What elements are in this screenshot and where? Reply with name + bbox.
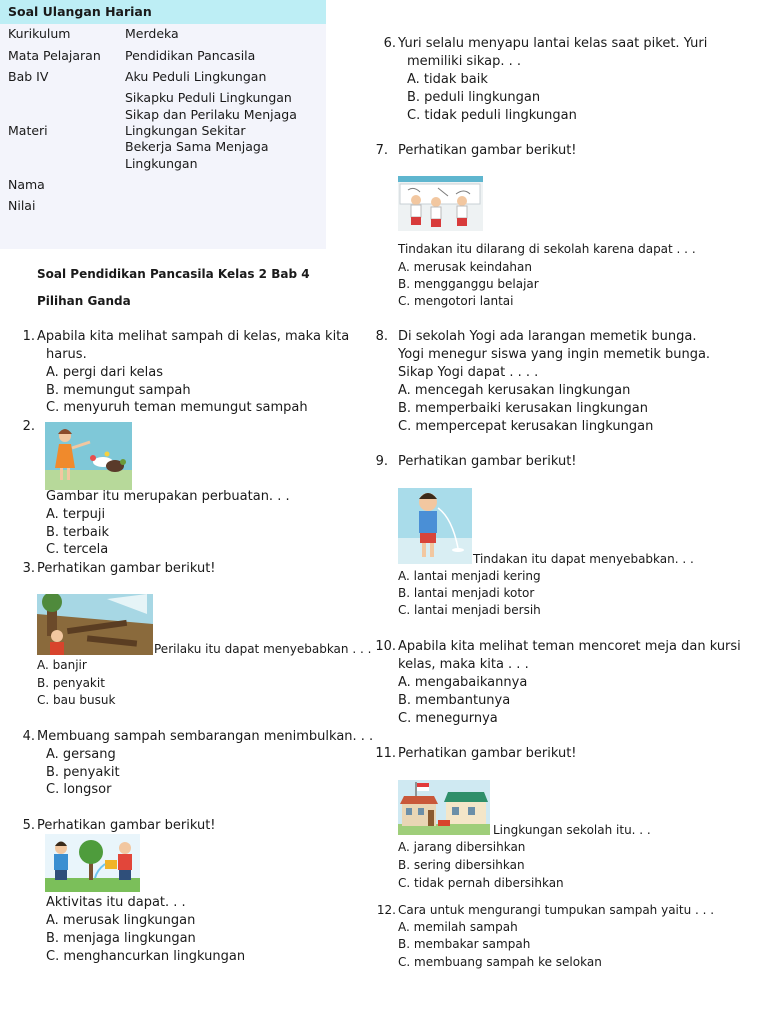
option-c: C. mengotori lantai [398,294,514,308]
option-a: A. memilah sampah [398,920,518,934]
question-text: kelas, maka kita . . . [398,657,529,672]
option-a: A. terpuji [46,507,106,522]
question-text: Gambar itu merupakan perbuatan. . . [46,489,290,504]
option-a: A. tidak baik [407,72,488,87]
option-a: A. merusak keindahan [398,260,532,274]
question-number: 12. [376,903,396,917]
question-number: 4. [22,729,35,744]
option-a: A. mencegah kerusakan lingkungan [398,383,631,398]
option-b: B. menjaga lingkungan [46,931,196,946]
option-c: C. mempercepat kerusakan lingkungan [398,419,654,434]
label-materi: Materi [8,123,48,138]
question-text: Yogi menegur siswa yang ingin memetik bunga. [398,347,711,362]
question-number: 6. [383,36,396,51]
value-materi-4: Bekerja Sama Menjaga [125,139,269,154]
value-materi-2: Sikap dan Perilaku Menjaga [125,107,297,122]
question-text: Di sekolah Yogi ada larangan memetik bunga. [398,329,697,344]
question-text: Perhatikan gambar berikut! [37,561,216,576]
option-c: C. tidak pernah dibersihkan [398,876,564,890]
option-c: C. membuang sampah ke selokan [398,955,602,969]
tree-planting-illustration [45,834,140,892]
question-text: Tindakan itu dapat menyebabkan. . . [473,552,694,566]
value-kurikulum: Merdeka [125,26,179,41]
value-mata-pelajaran: Pendidikan Pancasila [125,48,256,63]
label-mata-pelajaran: Mata Pelajaran [8,48,101,63]
question-text: Perhatikan gambar berikut! [37,818,216,833]
question-number: 2. [22,419,35,434]
option-b: B. membakar sampah [398,937,531,951]
option-b: B. peduli lingkungan [407,90,541,105]
option-c: C. tidak peduli lingkungan [407,108,577,123]
question-number: 1. [22,329,35,344]
option-b: B. terbaik [46,525,109,540]
question-text: Apabila kita melihat sampah di kelas, maka kita [37,329,350,344]
value-bab: Aku Peduli Lingkungan [125,69,267,84]
label-nilai: Nilai [8,198,36,213]
info-table-header [0,0,326,24]
option-c: C. bau busuk [37,693,116,707]
option-b: B. penyakit [37,676,105,690]
option-b: B. memperbaiki kerusakan lingkungan [398,401,649,416]
question-text: Yuri selalu menyapu lantai kelas saat piket. Yuri [398,36,708,51]
question-text: Perhatikan gambar berikut! [398,746,577,761]
option-c: C. longsor [46,782,112,797]
option-a: A. merusak lingkungan [46,913,196,928]
option-b: B. mengganggu belajar [398,277,539,291]
option-a: A. jarang dibersihkan [398,840,526,854]
option-c: C. menegurnya [398,711,498,726]
option-a: A. mengabaikannya [398,675,528,690]
option-c: C. tercela [46,542,109,557]
option-a: A. banjir [37,658,87,672]
boy-spitting-illustration [398,488,472,564]
option-b: B. sering dibersihkan [398,858,525,872]
school-building-illustration [398,780,490,835]
classroom-kids-illustration [398,176,483,231]
option-b: B. memungut sampah [46,383,191,398]
value-materi-3: Lingkungan Sekitar [125,123,246,138]
option-b: B. lantai menjadi kotor [398,586,535,600]
value-materi-1: Sikapku Peduli Lingkungan [125,90,292,105]
option-a: A. gersang [46,747,116,762]
question-number: 3. [22,561,35,576]
info-table [0,0,326,249]
label-bab: Bab IV [8,69,49,84]
option-c: C. menyuruh teman memungut sampah [46,400,308,415]
question-number: 11. [375,746,396,761]
option-b: B. membantunya [398,693,511,708]
question-number: 7. [375,143,388,158]
question-text: harus. [46,347,87,362]
option-a: A. pergi dari kelas [46,365,164,380]
question-text: Cara untuk mengurangi tumpukan sampah yaitu . . . [398,903,715,917]
question-text: Perhatikan gambar berikut! [398,143,577,158]
option-a: A. lantai menjadi kering [398,569,541,583]
question-number: 10. [375,639,396,654]
question-text: Tindakan itu dilarang di sekolah karena dapat . . . [398,242,696,256]
litter-girl-illustration [45,422,132,490]
question-text: Sikap Yogi dapat . . . . [398,365,539,380]
label-nama: Nama [8,177,45,192]
option-c: C. menghancurkan lingkungan [46,949,246,964]
question-text: Apabila kita melihat teman mencoret meja dan kursi [398,639,741,654]
label-kurikulum: Kurikulum [8,26,71,41]
question-text: Membuang sampah sembarangan menimbulkan. . . [37,729,374,744]
option-b: B. penyakit [46,765,120,780]
section-title: Pilihan Ganda [37,294,131,308]
question-text: memiliki sikap. . . [407,54,521,69]
question-number: 8. [375,329,388,344]
question-number: 5. [22,818,35,833]
option-c: C. lantai menjadi bersih [398,603,541,617]
question-number: 9. [375,454,388,469]
question-text: Aktivitas itu dapat. . . [46,895,186,910]
question-text: Perilaku itu dapat menyebabkan . . . [154,642,372,656]
question-text: Perhatikan gambar berikut! [398,454,577,469]
question-text: Lingkungan sekolah itu. . . [493,823,651,837]
value-materi-5: Lingkungan [125,156,198,171]
logging-forest-illustration [37,594,153,655]
page-heading: Soal Pendidikan Pancasila Kelas 2 Bab 4 [37,267,310,281]
info-title: Soal Ulangan Harian [8,4,152,19]
